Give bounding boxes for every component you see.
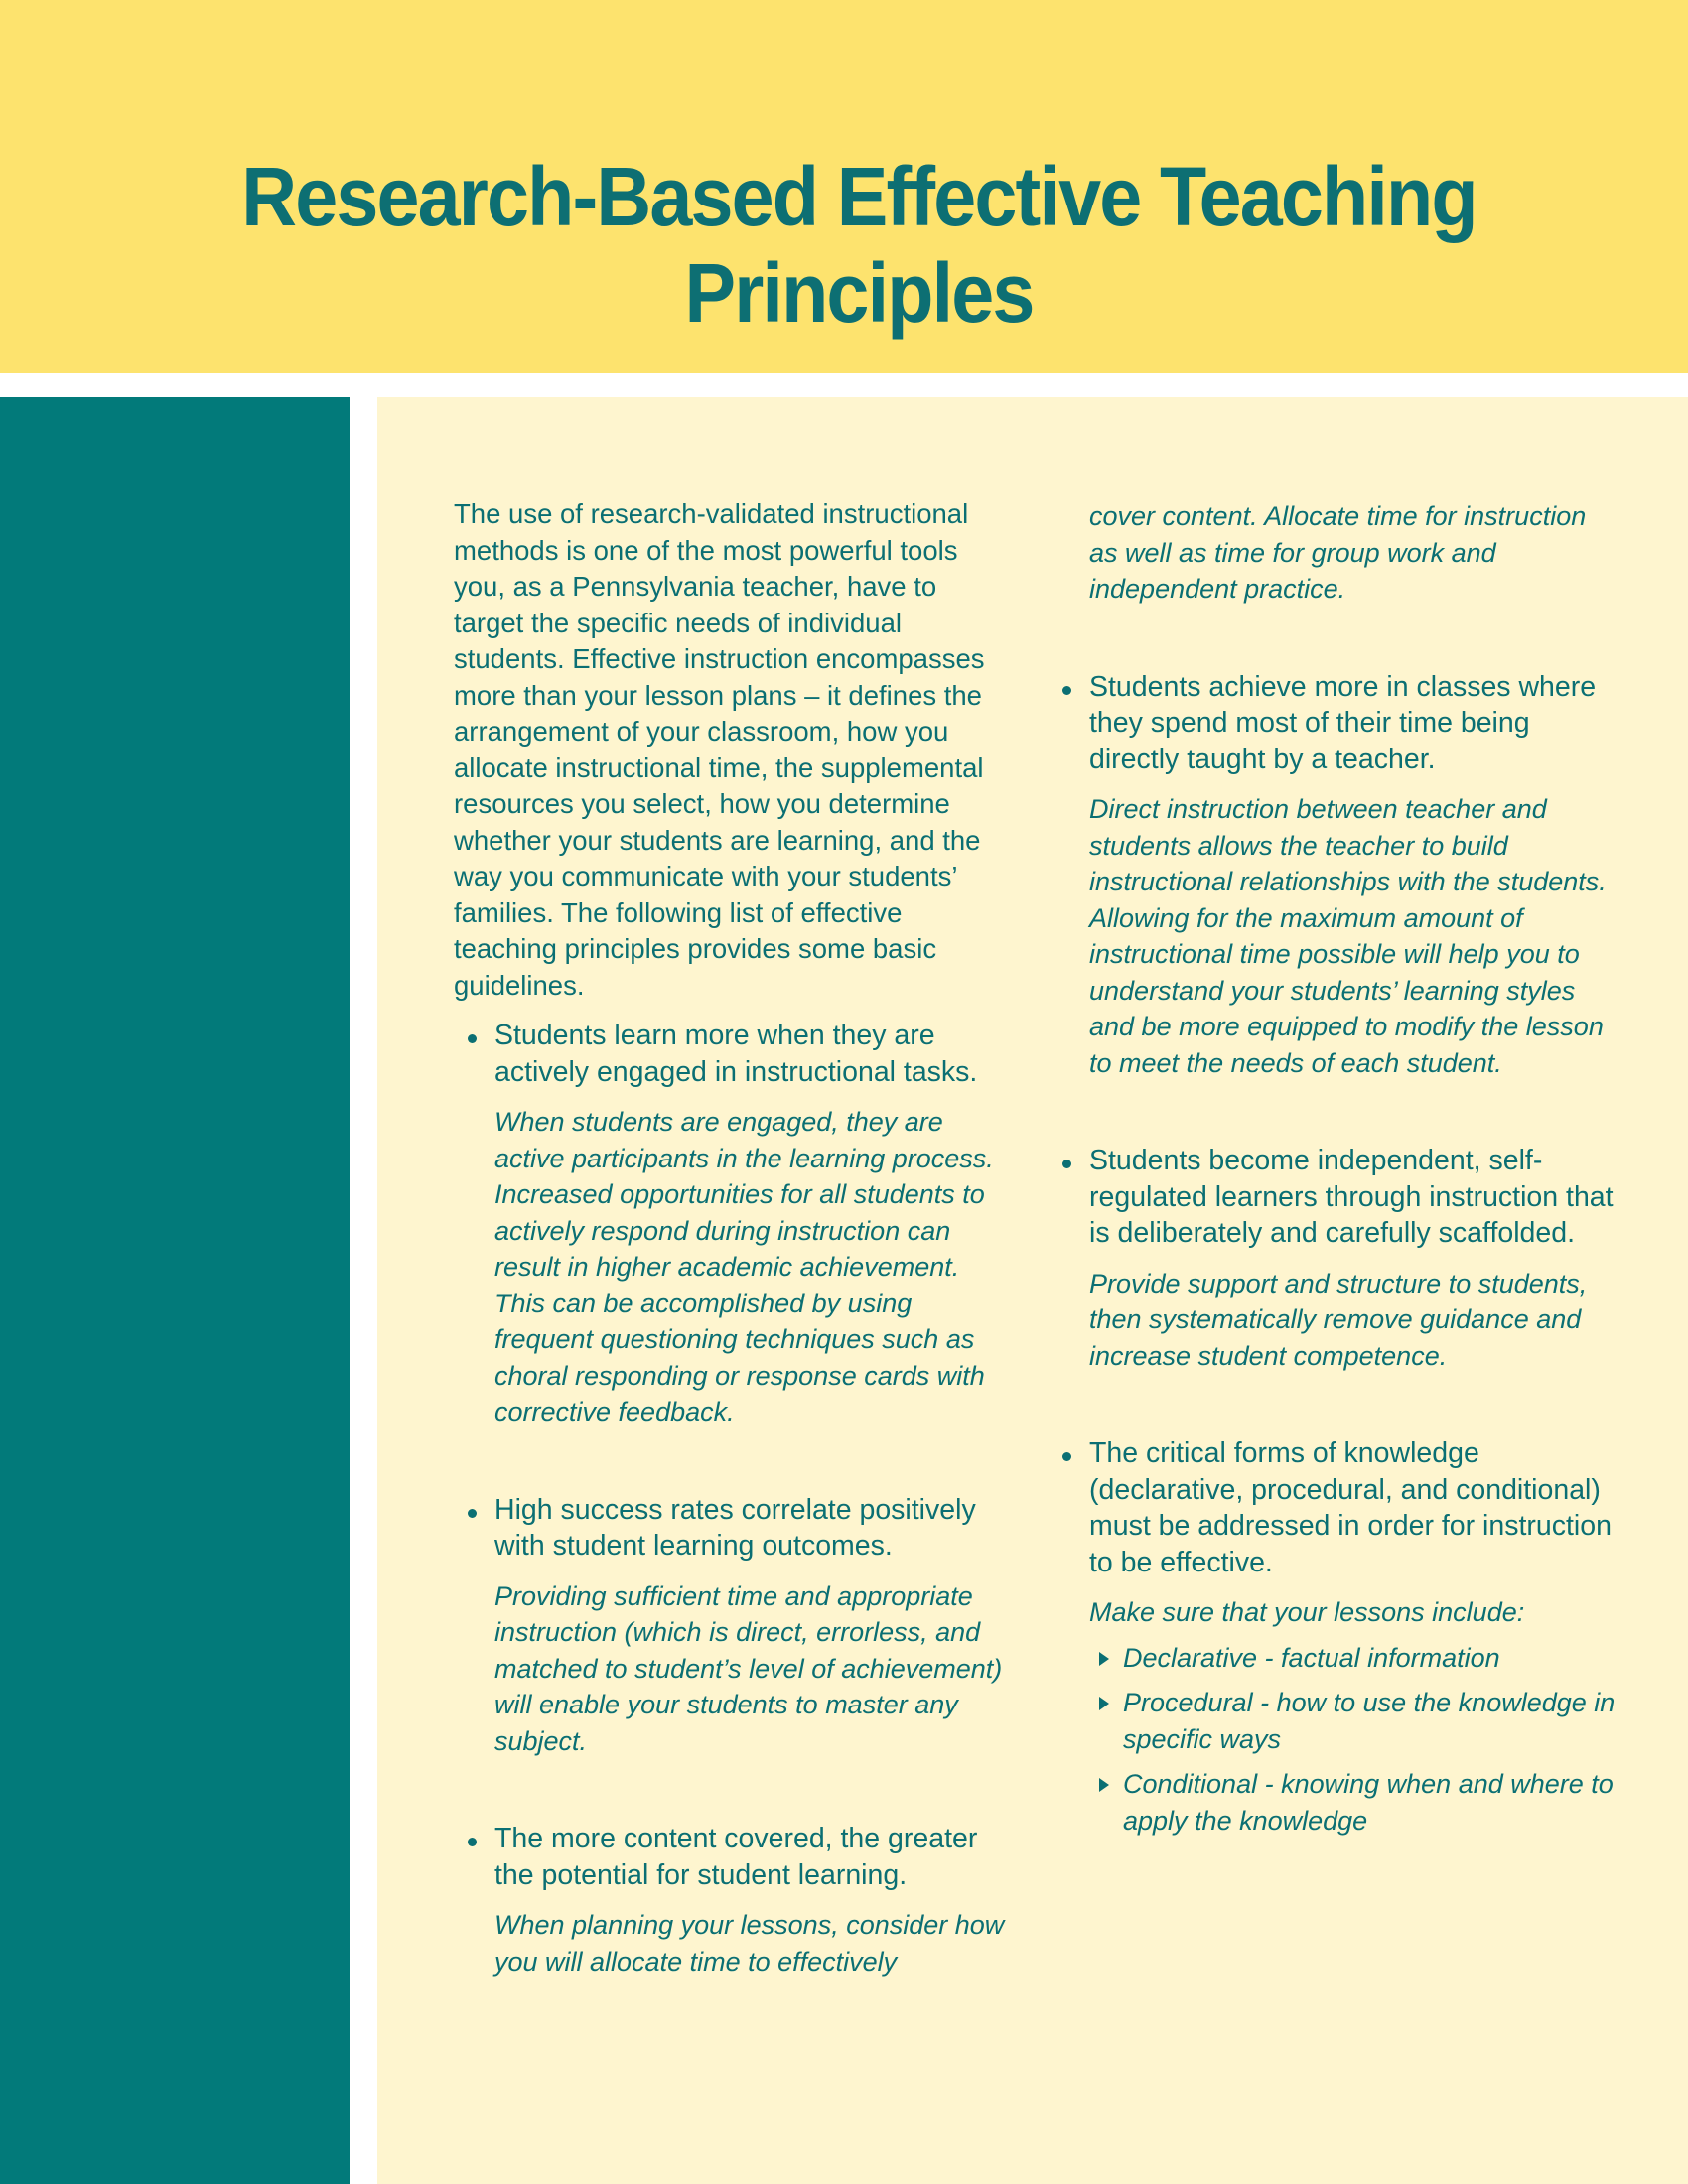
principle-detail-continued: cover content. Allocate time for instruction as well as time for group work and independent practice. xyxy=(1089,501,1587,604)
triangle-bullet-icon xyxy=(1099,1652,1109,1666)
knowledge-forms-list xyxy=(1059,1640,1616,1840)
left-column xyxy=(454,496,1010,2041)
triangle-bullet-icon xyxy=(1099,1697,1109,1710)
principle-statement: The more content covered, the greater the potential for student learning. xyxy=(454,1821,1010,1893)
list-item-text: Declarative - factual information xyxy=(1123,1642,1500,1673)
principle-statement: Students learn more when they are actively engaged in instructional tasks. xyxy=(454,1018,1010,1090)
list-item xyxy=(1123,1640,1616,1677)
list-item xyxy=(1123,1685,1616,1757)
principle-detail: Direct instruction between teacher and students allows the teacher to build instructional relationships with the students. Allowing for the maximum amount of instructional time possible will help you to understand your students’ learning styles and be more equipped to modify the lesson to meet the needs of each student. xyxy=(1089,794,1607,1078)
intro-paragraph: The use of research-validated instructional methods is one of the most powerful tools you, as a Pennsylvania teacher, have to target the specific needs of individual students. Effective instruction encompasses more than your lesson plans – it defines the arrangement of your classroom, how you allocate instructional time, the supplemental resources you select, how you determine whether your students are learning, and the way you communicate with your students’ families. The following list of effective teaching principles provides some basic guidelines. xyxy=(454,498,985,1001)
principle-statement: High success rates correlate positively with student learning outcomes. xyxy=(454,1492,1010,1565)
principle-statement: The critical forms of knowledge (declarative, procedural, and conditional) must be addressed in order for instruction to be effective. xyxy=(1059,1435,1616,1580)
list-item-text: Conditional - knowing when and where to apply the knowledge xyxy=(1123,1769,1614,1836)
principle-detail: Provide support and structure to students, then systematically remove guidance and increase student competence. xyxy=(1089,1268,1588,1371)
principle-statement: Students become independent, self-regulated learners through instruction that is deliberately and carefully scaffolded. xyxy=(1059,1143,1616,1252)
triangle-bullet-icon xyxy=(1099,1778,1109,1792)
side-bar xyxy=(0,397,350,2184)
principle-statement: Students achieve more in classes where they spend most of their time being directly taught by a teacher. xyxy=(1059,669,1616,778)
principle-detail: Providing sufficient time and appropriate instruction (which is direct, errorless, and matched to student’s level of achievement) will enable your students to master any subject. xyxy=(494,1580,1003,1756)
page-title: Research-Based Effective Teaching Principles xyxy=(241,150,1477,340)
principle-detail: When planning your lessons, consider how you will allocate time to effectively xyxy=(494,1910,1005,1977)
principle-detail: When students are engaged, they are active participants in the learning process. Increased opportunities for all students to actively respond during instruction can result in higher academic achievement. This can be accomplished by using frequent questioning techniques such as choral responding or response cards with corrective feedback. xyxy=(494,1107,994,1427)
list-item-text: Procedural - how to use the knowledge in specific ways xyxy=(1123,1688,1616,1754)
right-column xyxy=(1059,498,1616,1839)
list-item xyxy=(1123,1766,1616,1839)
principle-detail: Make sure that your lessons include: xyxy=(1089,1597,1525,1627)
